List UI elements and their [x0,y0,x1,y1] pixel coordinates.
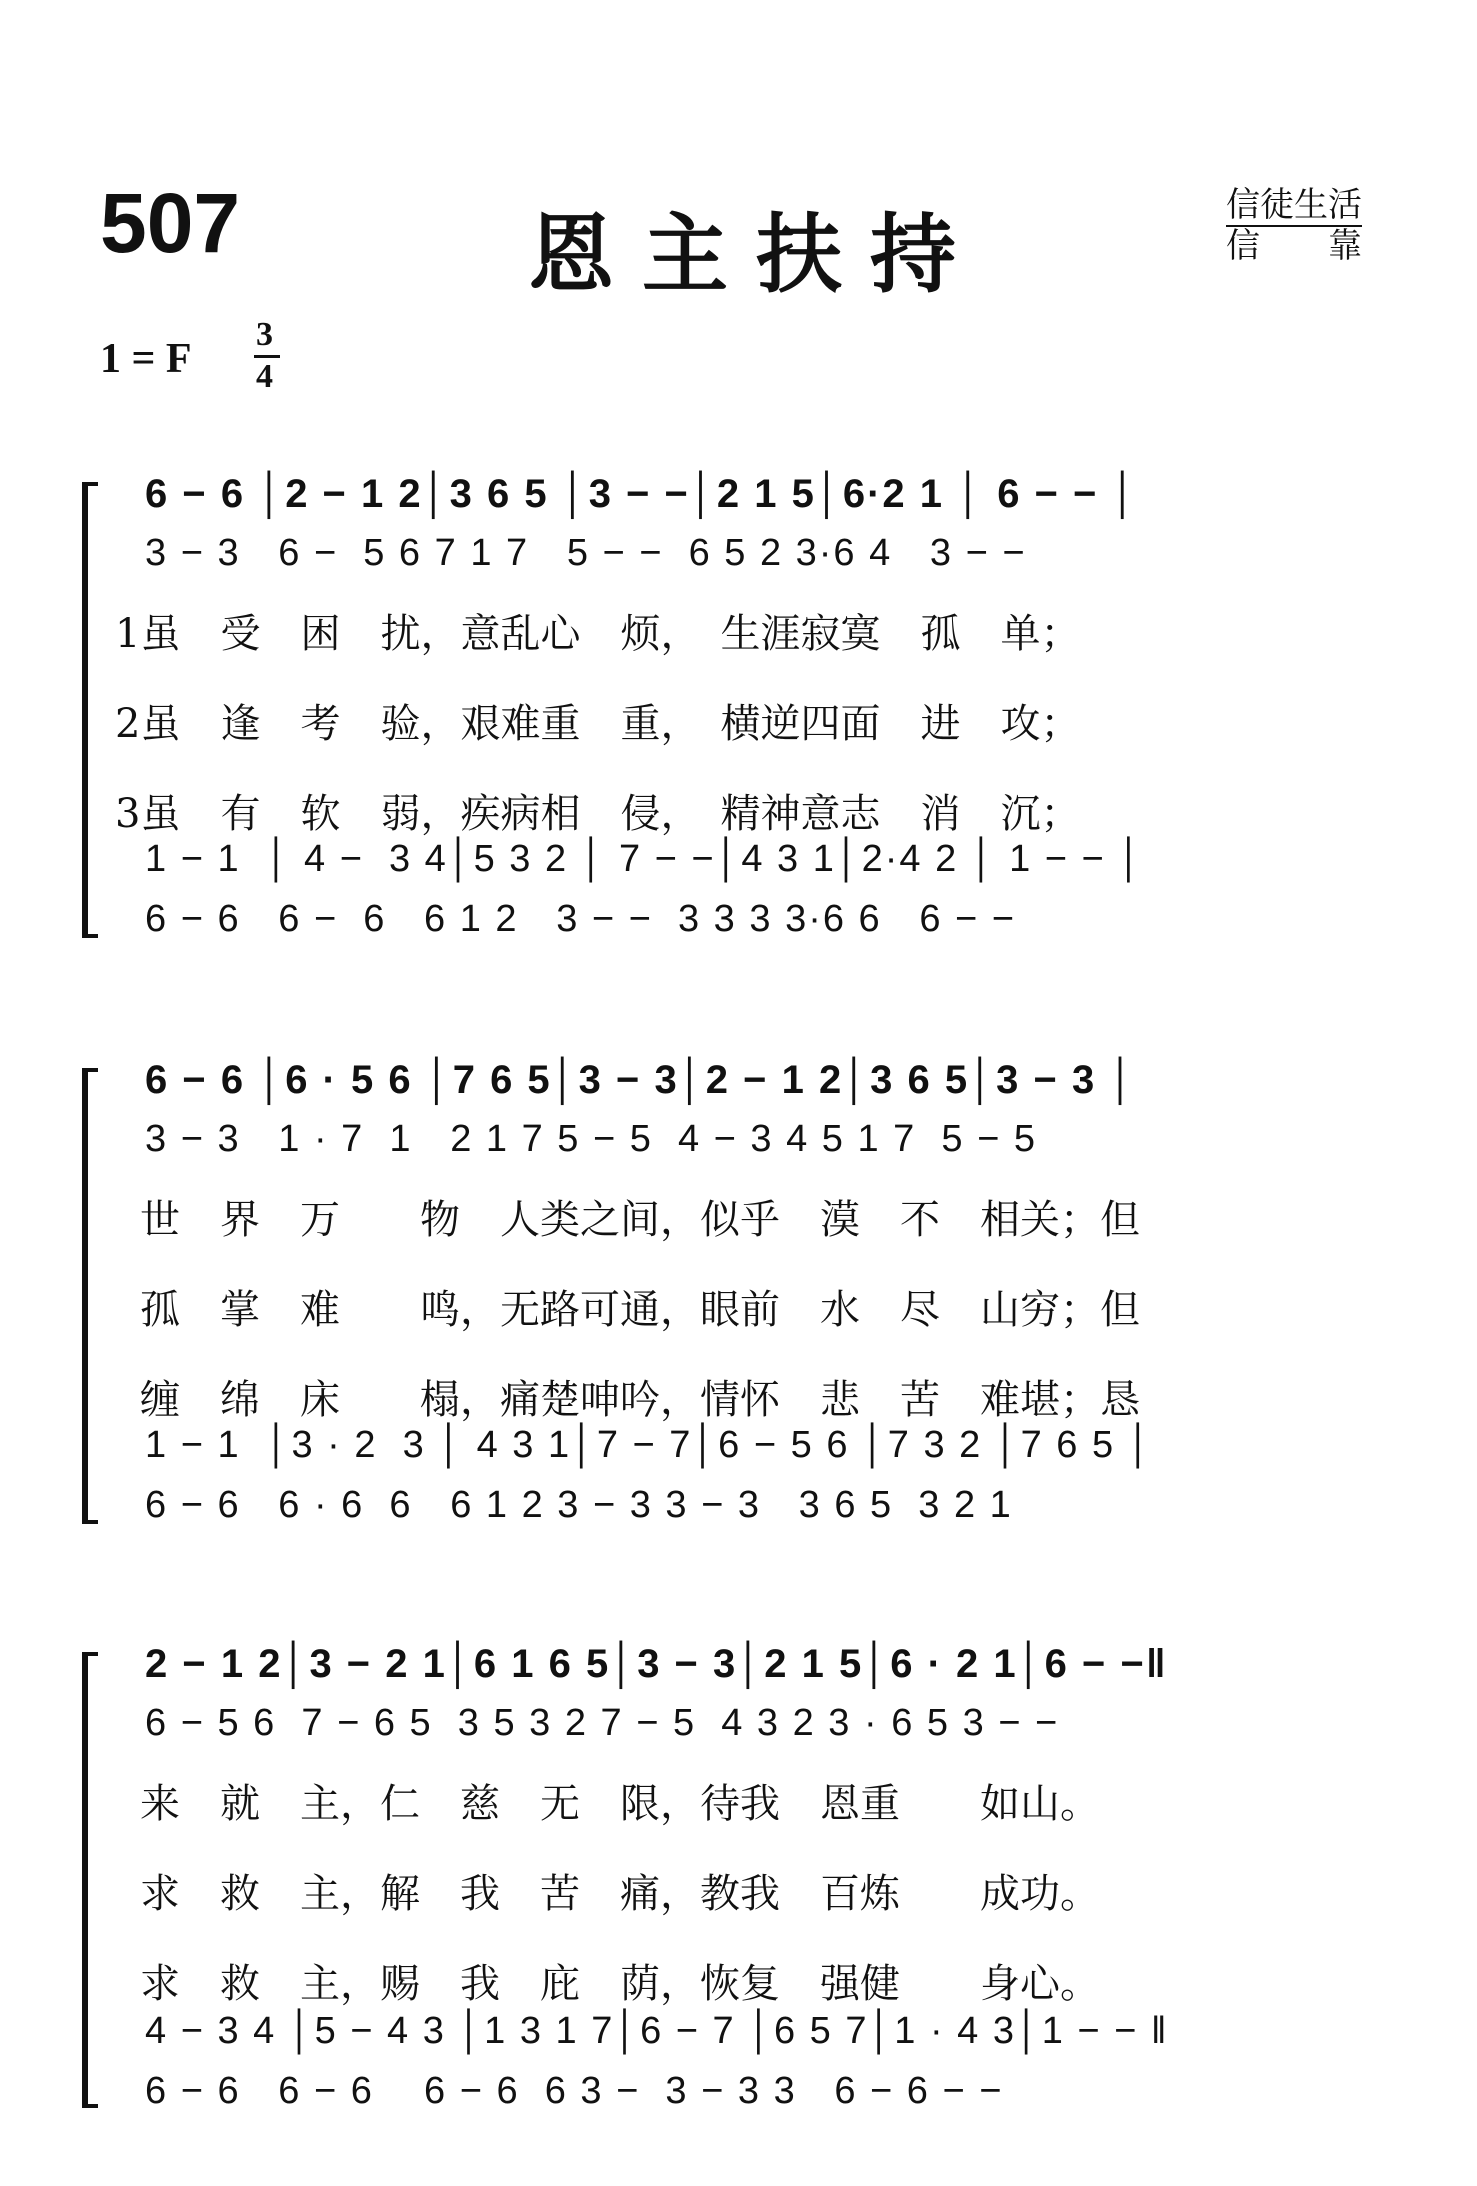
melody-line-2: 6 − 6 │6 · 5 6 │7 6 5│3 − 3│2 − 1 2│3 6 5│3 − 3 │ [145,1058,1137,1102]
verse-2-line-1: 2虽 逢 考 验，艰难重 重， 横逆四面 进 攻； [115,701,1081,747]
verse-3-line-2: 缠 绵 床 榻，痛楚呻吟，情怀 悲 苦 难堪；恳 [140,1377,1140,1423]
bass-line-1: 6 − 6 6 − 6 6 1 2 3 − − 3 3 3 3·6 6 6 − − [145,898,1016,940]
tenor-line-3: 4 − 3 4 │5 − 4 3 │1 3 1 7│6 − 7 │6 5 7│1 · 4 3│1 − − ‖ [145,2010,1169,2052]
alto-line-1: 3 − 3 6 − 5 6 7 1 7 5 − − 6 5 2 3·6 4 3 − − [145,532,1027,574]
hymn-number: 507 [100,176,241,270]
alto-line-3: 6 − 5 6 7 − 6 5 3 5 3 2 7 − 5 4 3 2 3 · 6 5 3 − − [145,1702,1060,1744]
time-signature-bottom: 4 [256,358,273,395]
verse-2-line-2: 孤 掌 难 鸣，无路可通，眼前 水 尽 山穷；但 [140,1287,1140,1333]
time-signature-top: 3 [256,316,273,353]
system-bracket-2 [82,1068,98,1524]
verse-1-line-2: 世 界 万 物 人类之间，似乎 漠 不 相关；但 [140,1197,1140,1243]
system-bracket-3 [82,1652,98,2108]
hymn-title: 恩主扶持 [528,204,984,305]
verse-3-line-3: 求 救 主，赐 我 庇 荫，恢复 强健 身心。 [140,1961,1100,2007]
bass-line-2: 6 − 6 6 · 6 6 6 1 2 3 − 3 3 − 3 3 6 5 3 2 1 [145,1484,1013,1526]
alto-line-2: 3 − 3 1 · 7 1 2 1 7 5 − 5 4 − 3 4 5 1 7 5 − 5 [145,1118,1037,1160]
composer-credit: 信 靠 [1226,226,1362,266]
system-bracket-1 [82,482,98,938]
bass-line-3: 6 − 6 6 − 6 6 − 6 6 3 − 3 − 3 3 6 − 6 − − [145,2070,1004,2112]
verse-3-line-1: 3虽 有 软 弱，疾病相 侵， 精神意志 消 沉； [115,791,1081,837]
verse-1-line-1: 1虽 受 困 扰，意乱心 烦， 生涯寂寞 孤 单； [115,611,1081,657]
tenor-line-2: 1 − 1 │3 · 2 3 │ 4 3 1│7 − 7│6 − 5 6 │7 3 2 │7 6 5 │ [145,1424,1154,1466]
key-signature: 1 = F [100,336,192,382]
melody-line-1: 6 − 6 │2 − 1 2│3 6 5 │3 − −│2 1 5│6·2 1 │ 6 − − │ [145,472,1139,516]
melody-line-3: 2 − 1 2│3 − 2 1│6 1 6 5│3 − 3│2 1 5│6 · 2 1│6 − −‖ [145,1642,1168,1686]
verse-1-line-3: 来 就 主，仁 慈 无 限，待我 恩重 如山。 [140,1781,1100,1827]
lyricist-credit: 信徒生活 [1226,185,1362,225]
tenor-line-1: 1 − 1 │ 4 − 3 4│5 3 2 │ 7 − −│4 3 1│2·4 2 │ 1 − − │ [145,838,1145,880]
verse-2-line-3: 求 救 主，解 我 苦 痛，教我 百炼 成功。 [140,1871,1100,1917]
